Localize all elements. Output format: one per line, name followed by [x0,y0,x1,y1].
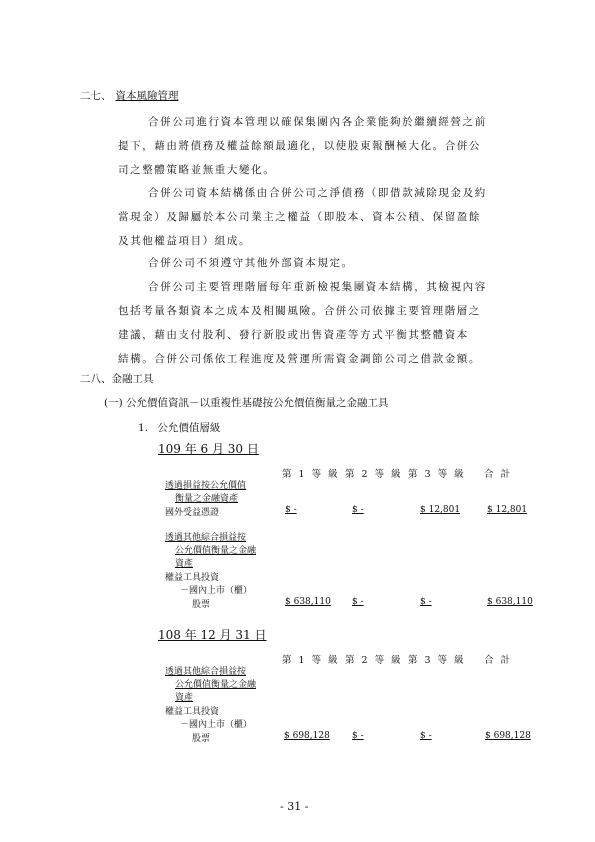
paragraph-4-line-1: 合併公司主要管理階層每年重新檢視集團資本結構，其檢視內容 [148,281,487,293]
table-109-row2-subcategory: 權益工具投資 [165,573,220,583]
section-27-heading [80,88,179,103]
table-108-row1-subcategory-2: －國內上市（櫃） [180,720,253,730]
table-109-header-level2: 第 2 等 級 [345,469,403,480]
page-number: - 31 - [280,800,309,813]
table-109-row2-item: 股票 [192,600,211,610]
table-108-header-level3: 第 3 等 級 [408,655,466,666]
table-109-row1-level3: $ 12,801 [420,505,461,515]
table-108-row1-level2: $ - [352,731,364,741]
paragraph-4-line-3: 建議，藉由支付股利、發行新股或出售資產等方式平衡其整體資本 [118,329,469,341]
table-109-row2-category-line3: 資產 [175,559,194,569]
table-109-row2-level1: $ 638,110 [285,597,331,607]
item-1-heading [138,420,220,435]
paragraph-2-line-2: 當現金）及歸屬於本公司業主之權益（即股本、資本公積、保留盈餘 [118,211,481,223]
section-27-title: 資本風險管理 [115,90,179,102]
table-108-row1-subcategory: 權益工具投資 [165,707,220,717]
table-109-row2-subcategory-2: －國內上市（櫃） [180,586,253,596]
table-109-date: 109 年 6 月 30 日 [158,442,259,456]
paragraph-1-line-1: 合併公司進行資本管理以確保集團內各企業能夠於繼續經營之前 [148,116,487,128]
table-109-header-level3: 第 3 等 級 [408,469,466,480]
table-109-header-total: 合 計 [484,469,513,480]
table-108-header-total: 合 計 [484,655,513,666]
table-108-row1-category-line1: 透過其他綜合損益按 [165,667,247,677]
subsection-1-heading: (一) 公允價值資訊－以重複性基礎按公允價值衡量之金融工具 [104,397,389,409]
table-109-row1-category-line1: 透過損益按公允價值 [165,481,247,491]
table-109-row1-item: 國外受益憑證 [165,508,220,518]
section-28-heading: 二八、金融工具 [80,373,154,385]
table-108-header-level2: 第 2 等 級 [345,655,403,666]
section-27-number: 二七、 [80,90,112,102]
table-109-row1-total: $ 12,801 [487,505,528,515]
paragraph-1-line-3: 司之整體策略並無重大變化。 [118,164,276,176]
paragraph-4-line-2: 包括考量各類資本之成本及相關風險。合併公司依據主要管理階層之 [118,305,481,317]
table-109-row1-level1: $ - [285,505,297,515]
paragraph-1-line-2: 提下，藉由將債務及權益餘額最適化，以使股東報酬極大化。合併公 [118,140,481,152]
table-109-row1-level2: $ - [352,505,364,515]
table-108-header-level1: 第 1 等 級 [282,655,340,666]
paragraph-3-line-1: 合併公司不須遵守其他外部資本規定。 [148,257,354,269]
table-109-row2-total: $ 638,110 [487,597,533,607]
paragraph-2-line-1: 合併公司資本結構係由合併公司之淨債務（即借款減除現金及約 [148,187,487,199]
table-109-row2-level2: $ - [352,597,364,607]
table-109-header-level1: 第 1 等 級 [282,469,340,480]
item-1-number: 1. [138,422,149,434]
table-108-row1-category-line2: 公允價值衡量之金融 [175,680,257,690]
table-109-row2-level3: $ - [420,597,432,607]
table-109-row1-category-line2: 衡量之金融資產 [175,494,239,504]
item-1-title: 公允價值層級 [157,422,221,434]
table-108-row1-total: $ 698,128 [485,731,531,741]
table-109-row2-category-line2: 公允價值衡量之金融 [175,546,257,556]
paragraph-4-line-4: 結構。合併公司係依工程進度及營運所需資金調節公司之借款金額。 [118,353,481,365]
table-109-row2-category-line1: 透過其他綜合損益按 [165,533,247,543]
paragraph-2-line-3: 及其他權益項目）組成。 [118,235,252,247]
table-108-row1-level3: $ - [420,731,432,741]
table-108-date: 108 年 12 月 31 日 [158,628,267,642]
table-108-row1-item: 股票 [192,734,211,744]
table-108-row1-category-line3: 資產 [175,693,194,703]
table-108-row1-level1: $ 698,128 [284,731,330,741]
